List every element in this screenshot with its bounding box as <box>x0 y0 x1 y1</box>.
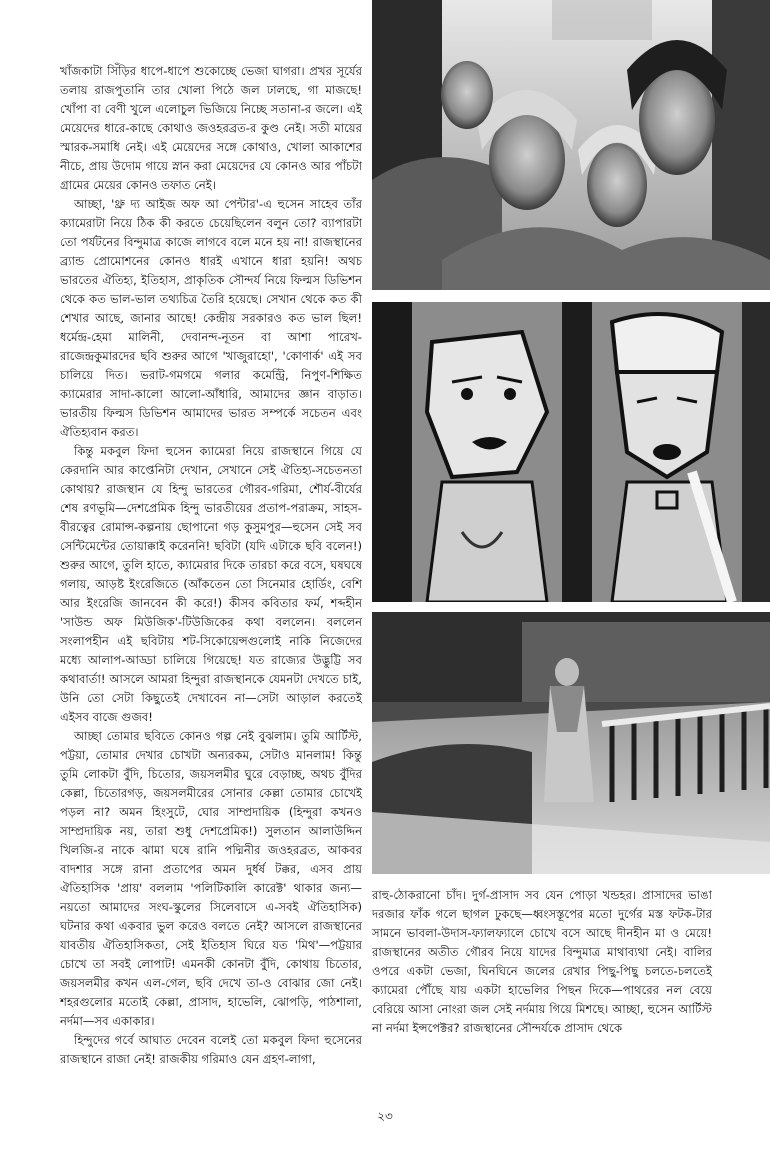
article-right-column <box>372 886 712 1038</box>
page-number: ২৩ <box>377 1109 393 1123</box>
painted-figures-still <box>372 302 770 602</box>
article-left-column <box>60 62 362 1069</box>
paragraph-5: হিন্দুদের গর্বে আঘাত দেবেন বলেই তো মকবুল ফিদা হুসেনের রাজস্থানে রাজা নেই! রাজকীয় গরিমাও যেন গ্রহণ-লাগা, <box>60 1033 362 1066</box>
painted-figures-illustration <box>372 302 770 602</box>
paragraph-2: আচ্ছা, 'থ্রু দ্য আইজ অফ আ পেন্টার'-এ হুসেন সাহেব তাঁর ক্যামেরাটা নিয়ে ঠিক কী করতে চেয়েছিলেন বলুন তো? ব্যাপারটা তো পর্যটনের বিন্দুমাত্র কাজে লাগবে বলে মনে হয় না! রাজস্থানের ব্র্যান্ড প্রোমোশনের কোনও ধারই এখানে ধারা হয়নি! অথচ ভারতের ঐতিহ্য, ইতিহাস, প্রাকৃতিক সৌন্দর্য নিয়ে ফিল্মস ডিভিশন থেকে কত ভাল-ভাল তথ্যচিত্র তৈরি হয়েছে। সেখান থেকে কত কী শেখার আছে, জানার আছে! কেন্দ্রীয় সরকারও কত ভাল ছিল! ধর্মেন্দ্র-হেমা মালিনী, দেবানন্দ-নূতন বা আশা পারেখ-রাজেন্দ্রকুমারদের ছবি শুরুর আগে 'খাজুরাহো', 'কোণার্ক' এই সব চালিয়ে দিত। ভরাট-গমগমে গলার কমেন্ট্রি, নিপুণ-শিক্ষিত ক্যামেরার সাদা-কালো আলো-আঁধারি, আমাদের জ্ঞান বাড়াত। ভারতীয় ফিল্মস ডিভিশন আমাদের ভারত সম্পর্কে সচেতন এবং ঐতিহ্যবান করত। <box>60 197 362 439</box>
courtyard-figure-still <box>372 612 770 874</box>
women-faces-photo <box>372 0 770 290</box>
paragraph-6: রাহু-ঠোকরানো চাঁদ। দুর্গ-প্রাসাদ সব যেন পোড়া খন্ডহর। প্রাসাদের ভাঙা দরজার ফাঁক গলে ছাগল ঢুকছে—ধ্বংসস্তূপের মতো দুর্গের মস্ত ফটক-টার সামনে ভাবলা-উদাস-ফ্যালফ্যালে চোখে বসে আছে দীনহীন মা ও মেয়ে! রাজস্থানের অতীত গৌরব নিয়ে যাদের বিন্দুমাত্র মাথাব্যথা নেই। বালির ওপরে একটা ভেজা, ঘিনঘিনে জলের রেখার পিছু-পিছু চলতে-চলতেই ক্যামেরা পৌঁছে যায় একটা হাভেলির পিছন দিকে—পাথরের নল বেয়ে বেরিয়ে আসা নোংরা জল সেই নর্দমায় গিয়ে মিশছে। আচ্ছা, হুসেন আর্টিস্ট না নর্দমা ইন্সপেক্টর? রাজস্থানের সৌন্দর্যকে প্রাসাদ থেকে <box>372 888 712 1035</box>
women-faces-illustration <box>372 0 770 290</box>
paragraph-4: আচ্ছা তোমার ছবিতে কোনও গল্প নেই বুঝলাম। তুমি আর্টিস্ট, পট্টয়া, তোমার দেখার চোখটা অন্যরকম, সেটাও মানলাম! কিন্তু তুমি লোকটা বুঁদি, চিতোর, জয়সলমীর ঘুরে বেড়াচ্ছ, অথচ বুঁদির কেল্লা, চিতোরগড়, জয়সলমীরের সোনার কেল্লা তোমার চোখেই পড়ল না? অমন হিংসুটে, ঘোর সাম্প্রদায়িক (হিন্দুরা কখনও সাম্প্রদায়িক নয়, তারা শুধু দেশপ্রেমিক!) সুলতান আলাউদ্দিন খিলজি-র নাকে ঝামা ঘষে রানি পদ্মিনীর জওহরব্রত, আকবর বাদশার সঙ্গে রানা প্রতাপের অমন দুর্ধর্ষ টক্কর, এসব প্রায় ঐতিহাসিক 'প্রায়' বললাম 'পলিটিকালি কারেক্ট' থাকার জন্য—নয়তো আমাদের সংঘ-স্কুলের সিলেবাসে এ-সবই ঐতিহাসিক) ঘটনার কথা একবার ভুল করেও বলতে নেই? আসলে রাজস্থানের যাবতীয় ঐতিহাসিকতা, সেই ইতিহাস ঘিরে যত 'মিথ'—পট্টয়ার চোখে তা সবই লোপাট! এমনকী কোনটা বুঁদি, কোথায় চিতোর, জয়সলমীর কখন এল-গেল, ছবি দেখে তা-ও বোঝার জো নেই। শহরগুলোর মতোই কেল্লা, প্রাসাদ, হাভেলি, ঝোপড়ি, পাঠশালা, নর্দমা—সব একাকার। <box>60 729 362 1028</box>
paragraph-3: কিন্তু মকবুল ফিদা হুসেন ক্যামেরা নিয়ে রাজস্থানে গিয়ে যে কেরদানি আর কাপ্তেনিটা দেখান, সেখানে সেই ঐতিহ্য-সচেতনতা কোথায়? রাজস্থান যে হিন্দু ভারতের গৌরব-গরিমা, শৌর্য-বীর্যের শেষ রণভূমি—দেশপ্রেমিক হিন্দু ভারতীয়ের প্রতাপ-পরাক্রম, সাহস-বীরত্বের রোমান্স-কল্পনায় ছোপানো গড় কুসুমপুর—হুসেন সেই সব সেন্টিমেন্টের তোয়াক্কাই করেননি! ছবিটা (যদি এটাকে ছবি বলেন!) শুরুর আগে, তুলি হাতে, ক্যামেরার দিকে তারচা করে বসে, ঘষঘষে গলায়, আড়ষ্ট ইংরেজিতে (আঁকতেন তো সিনেমার হোর্ডিং, বেশি আর ইংরেজি জানবেন কী করে!) কীসব কবিতার ফর্ম, শব্দহীন 'সাউন্ড অফ মিউজিক'-টিউজিকের কথা বললেন। বললেন সংলাপহীন এই ছবিটায় শট-সিকোয়েন্সগুলোই নাকি নিজেদের মধ্যে আলাপ-আড্ডা চালিয়ে গিয়েছে! যত রাজ্যের উদ্ভুট্টি সব কথাবার্তা! আসলে আমরা হিন্দুরা রাজস্থানকে যেমনটা দেখতে চাই, উনি তো সেটা কিছুতেই দেখাবেন না—সেটা আড়াল করতেই এইসব বাজে গুজব! <box>60 444 362 724</box>
courtyard-figure-illustration <box>372 612 770 874</box>
paragraph-1: খাঁজকাটা সিঁড়ির ধাপে-ধাপে শুকোচ্ছে ভেজা ঘাগরা। প্রখর সূর্যের তলায় রাজপুতানি তার খোলা পিঠে জল ঢালছে, গা মাজছে! খোঁপা বা বেণী খুলে এলোচুল ভিজিয়ে নিচ্ছে সতানা-র জলে। এই মেয়েদের ধারে-কাছে কোথাও জওহরব্রত-র কুণ্ড নেই। সতী মায়ের স্মারক-সমাধি নেই। এই মেয়েদের সঙ্গে কোথাও, খোলা আকাশের নীচে, প্রায় উদোম গায়ে স্নান করা মেয়েদের যে কোনও আর পাঁচটা গ্রামের মেয়ের কোনও তফাত নেই। <box>60 64 362 192</box>
